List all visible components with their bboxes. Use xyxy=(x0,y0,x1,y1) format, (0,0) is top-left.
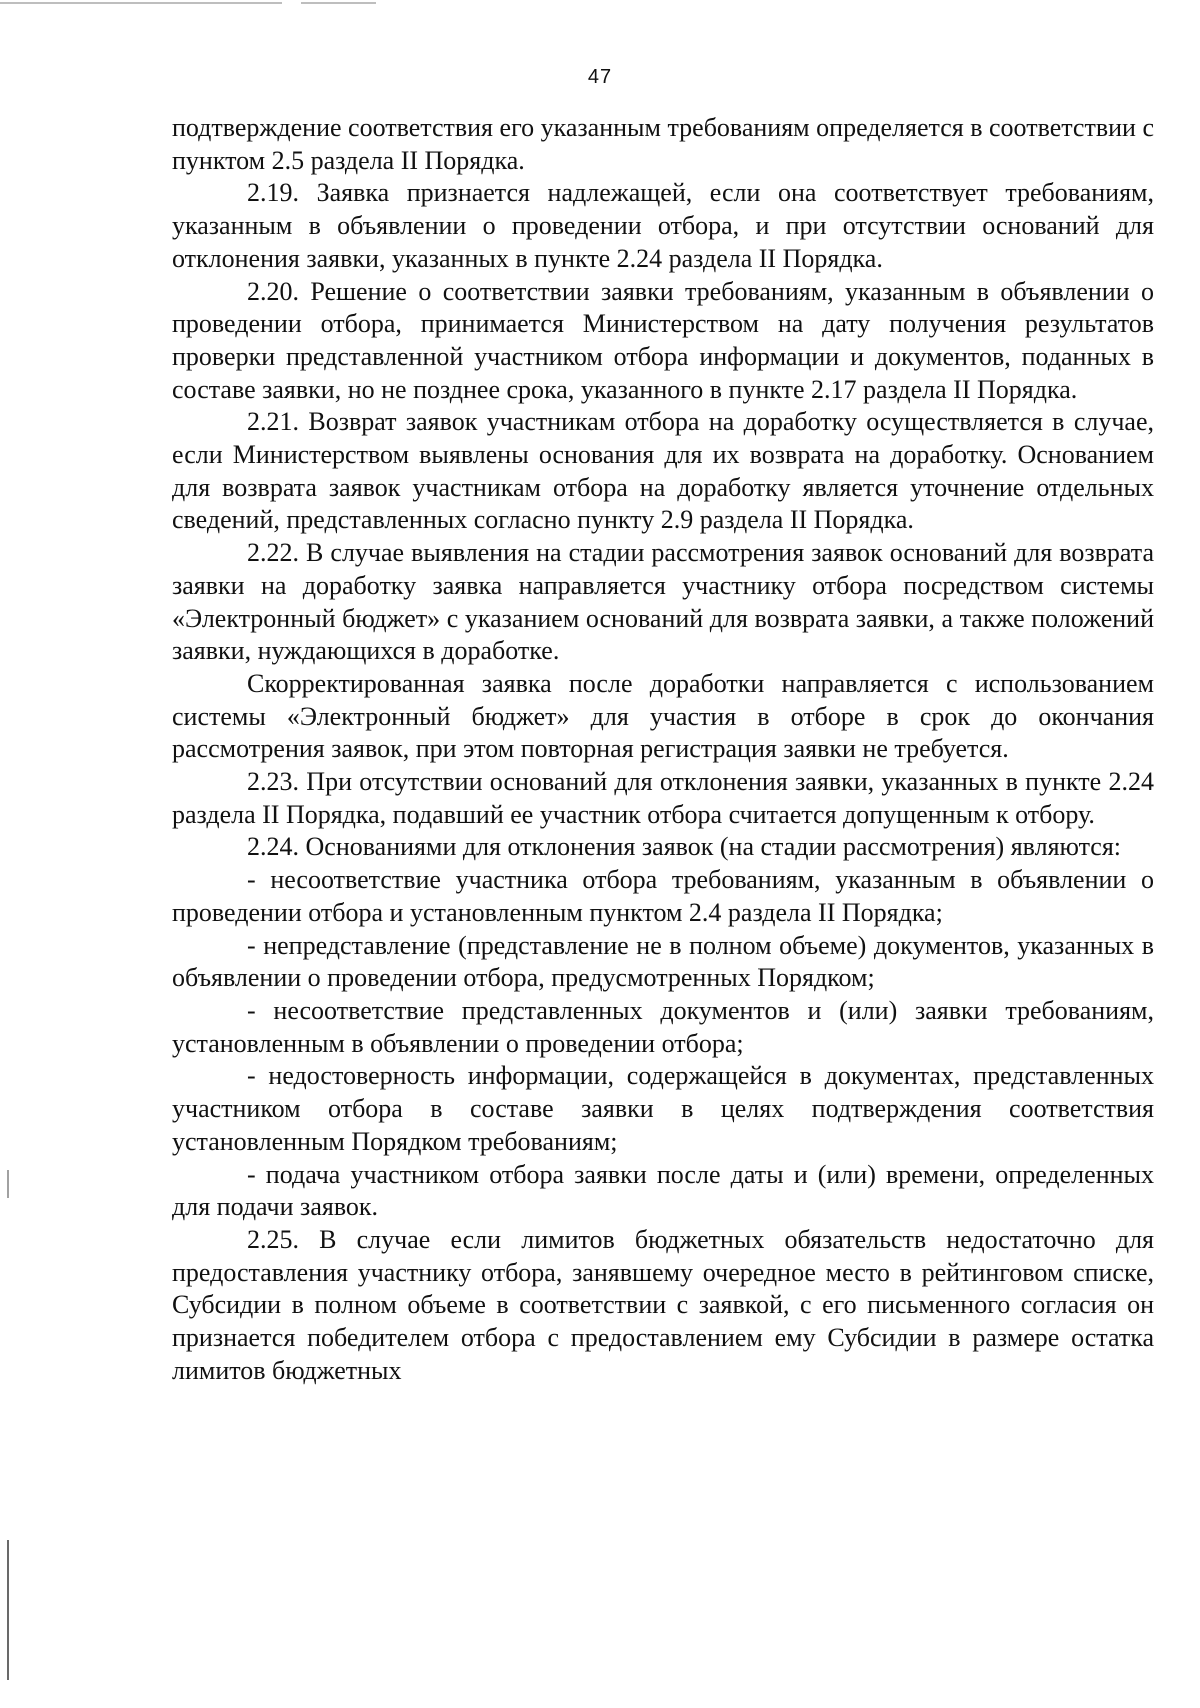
paragraph-2-21: 2.21. Возврат заявок участникам отбора на доработку осуществляется в случае, если Министерством выявлены основания для их возврата на доработку. Основанием для возврата заявок участникам отбора на доработку является уточнение отдельных сведений, представленных согласно пункту 2.9 раздела II Порядка. xyxy=(172,407,1154,535)
list-item-rejection-reason: - несоответствие участника отбора требованиям, указанным в объявлении о проведении отбора и установленным пунктом 2.4 раздела II Порядка; xyxy=(172,865,1154,927)
paragraph-2-24: 2.24. Основаниями для отклонения заявок (на стадии рассмотрения) являются: xyxy=(247,832,1122,862)
list-item-rejection-reason: - непредставление (представление не в полном объеме) документов, указанных в объявлении о проведении отбора, предусмотренных Порядком; xyxy=(172,930,1154,993)
paragraph-2-20: 2.20. Решение о соответствии заявки требованиям, указанным в объявлении о проведении отбора, принимается Министерством на дату получения результатов проверки представленной участником отбора информации и документов, поданных в составе заявки, но не позднее срока, указанного в пункте 2.17 раздела II Порядка. xyxy=(172,276,1154,404)
scan-margin-mark xyxy=(7,1170,9,1198)
paragraph-2-23: 2.23. При отсутствии оснований для отклонения заявки, указанных в пункте 2.24 раздела II Порядка, подавший ее участник отбора считается допущенным к отбору. xyxy=(172,767,1154,829)
paragraph-2-22: 2.22. В случае выявления на стадии рассмотрения заявок оснований для возврата заявки на доработку заявка направляется участнику отбора посредством системы «Электронный бюджет» с указанием оснований для возврата заявки, а также положений заявки, нуждающихся в доработке. xyxy=(172,538,1154,666)
paragraph-2-25: 2.25. В случае если лимитов бюджетных обязательств недостаточно для предоставления участнику отбора, занявшему очередное место в рейтинговом списке, Субсидии в полном объеме в соответствии с заявкой, с его письменного согласия он признается победителем отбора с предоставлением ему Субсидии в размере остатка лимитов бюджетных xyxy=(172,1224,1154,1385)
document-body xyxy=(172,112,1154,1387)
paragraph-corrected-application: Скорректированная заявка после доработки направляется с использованием системы «Электронный бюджет» для участия в отборе в срок до окончания рассмотрения заявок, при этом повторная регистрация заявки не требуется. xyxy=(172,668,1154,764)
paragraph-2-19: 2.19. Заявка признается надлежащей, если она соответствует требованиям, указанным в объявлении о проведении отбора, и при отсутствии оснований для отклонения заявки, указанных в пункте 2.24 раздела II Порядка. xyxy=(172,178,1154,273)
list-item-rejection-reason: - несоответствие представленных документов и (или) заявки требованиям, установленным в объявлении о проведении отбора; xyxy=(172,995,1154,1058)
list-item-rejection-reason: - подача участником отбора заявки после даты и (или) времени, определенных для подачи заявок. xyxy=(172,1159,1154,1222)
scan-artifact-line xyxy=(0,2,470,4)
page-number: 47 xyxy=(587,66,613,88)
paragraph-continuation: подтверждение соответствия его указанным требованиям определяется в соответствии с пунктом 2.5 раздела II Порядка. xyxy=(172,113,1154,175)
scan-margin-mark xyxy=(7,1540,9,1680)
list-item-rejection-reason: - недостоверность информации, содержащейся в документах, представленных участником отбора в составе заявки в целях подтверждения соответствия установленным Порядком требованиям; xyxy=(172,1061,1154,1156)
